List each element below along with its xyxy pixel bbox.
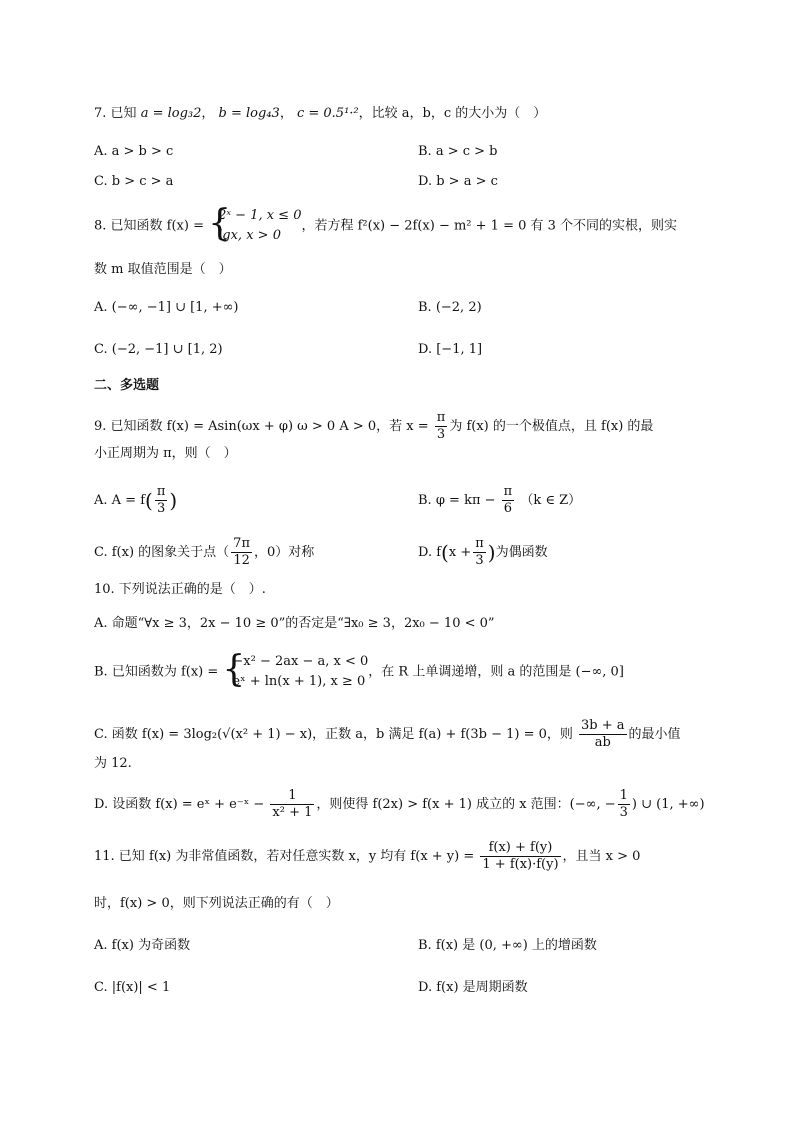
q11-stem-line2: 时，f(x) > 0，则下列说法正确的有（ ） bbox=[94, 896, 339, 911]
q10-opt-b-suffix: ，在 R 上单调递增，则 a 的范围是 (−∞, 0] bbox=[368, 664, 624, 680]
q9-option-d bbox=[418, 536, 548, 569]
q10-opt-c-den: ab bbox=[594, 735, 611, 750]
q10-opt-b-case-1: −x² − 2ax − a, x < 0 bbox=[232, 654, 369, 669]
q10-opt-d-suffix: ) ∪ (1, +∞) bbox=[631, 797, 705, 812]
q7-stem-prefix: 7. 已知 bbox=[94, 106, 137, 121]
q10-opt-d-frac bbox=[270, 788, 314, 821]
q9-frac-den: 3 bbox=[436, 427, 446, 442]
section-heading-multi-choice: 二、多选题 bbox=[94, 378, 160, 393]
q9-opt-a-den: 3 bbox=[156, 501, 166, 516]
q8-stem-prefix: 8. 已知函数 f(x) = bbox=[94, 218, 204, 234]
q9-option-c bbox=[94, 536, 314, 569]
q8-stem bbox=[94, 203, 700, 246]
q10-opt-d-den: x² + 1 bbox=[272, 805, 313, 820]
q9-opt-d-den: 3 bbox=[475, 553, 484, 568]
q10-option-d bbox=[94, 788, 705, 821]
q9-stem-line2: 小正周期为 π，则（ ） bbox=[94, 446, 237, 461]
q8-piecewise bbox=[208, 203, 302, 246]
q9-opt-b-num: π bbox=[503, 484, 513, 499]
q9-option-a bbox=[94, 484, 177, 517]
q9-opt-d-mid: x + bbox=[448, 545, 472, 560]
q9-opt-a-num: π bbox=[156, 484, 166, 499]
q9-frac bbox=[435, 410, 448, 443]
q9-opt-b-den: 6 bbox=[503, 501, 513, 516]
q10-option-a: A. 命题“∀x ≥ 3，2x − 10 ≥ 0”的否定是“∃x₀ ≥ 3，2x₀ − 10 < 0” bbox=[94, 616, 495, 631]
q8-case-1: 2ˣ − 1, x ≤ 0 bbox=[218, 208, 302, 223]
left-brace-glyph: { bbox=[208, 203, 232, 244]
q10-opt-c-frac bbox=[579, 718, 627, 751]
q8-stem-line2: 数 m 取值范围是（ ） bbox=[94, 262, 232, 277]
q10-opt-b-case-2: eˣ + ln(x + 1), x ≥ 0 bbox=[232, 674, 366, 689]
paren-close-glyph: ) bbox=[169, 488, 178, 513]
q8-stem-middle: ，若方程 f²(x) − 2f(x) − m² + 1 = 0 有 3 个不同的实根，则实 bbox=[301, 218, 678, 234]
q9-opt-c-prefix: C. f(x) 的图象关于点（ bbox=[94, 545, 230, 560]
q7-option-d: D. b > a > c bbox=[418, 174, 498, 189]
q8-option-a: A. (−∞, −1] ∪ [1, +∞) bbox=[94, 300, 239, 315]
q11-option-c: C. |f(x)| < 1 bbox=[94, 980, 171, 995]
q7-option-c: C. b > c > a bbox=[94, 174, 174, 189]
q10-opt-c-line2: 为 12. bbox=[94, 756, 132, 771]
q10-opt-d-num2: 1 bbox=[619, 788, 628, 803]
q9-opt-c-suffix: ，0）对称 bbox=[254, 545, 315, 560]
q11-option-a: A. f(x) 为奇函数 bbox=[94, 938, 191, 953]
q9-option-b bbox=[418, 484, 581, 517]
q11-option-d: D. f(x) 是周期函数 bbox=[418, 980, 528, 995]
q10-opt-c-prefix: C. 函数 f(x) = 3log₂(√(x² + 1) − x)，正数 a，b 满足 f(a) + f(3b − 1) = 0，则 bbox=[94, 727, 573, 742]
q11-option-b: B. f(x) 是 (0, +∞) 上的增函数 bbox=[418, 938, 597, 953]
q8-case-2: lgx, x > 0 bbox=[218, 228, 281, 243]
q9-opt-d-suffix: 为偶函数 bbox=[495, 545, 548, 560]
q7-b-def: b = log₄3 bbox=[218, 106, 280, 121]
q11-frac-num: f(x) + f(y) bbox=[480, 840, 560, 857]
q9-opt-a-prefix: A. A = f bbox=[94, 493, 146, 508]
q10-opt-b-piecewise bbox=[222, 649, 369, 692]
paren-open-glyph: ( bbox=[145, 488, 153, 513]
q9-opt-b-frac bbox=[502, 484, 515, 517]
q9-opt-d-frac bbox=[473, 536, 486, 569]
q11-frac bbox=[480, 840, 560, 873]
q9-opt-c-frac bbox=[231, 536, 252, 569]
left-brace-glyph: { bbox=[222, 649, 246, 690]
q8-option-d: D. [−1, 1] bbox=[418, 342, 483, 357]
q11-stem bbox=[94, 840, 700, 873]
q10-option-c bbox=[94, 718, 700, 751]
q11-stem-prefix: 11. 已知 f(x) 为非常值函数，若对任意实数 x，y 均有 f(x + y) = bbox=[94, 849, 475, 864]
q8-option-b: B. (−2, 2) bbox=[418, 300, 482, 315]
q9-opt-c-num: 7π bbox=[233, 536, 250, 551]
q10-opt-d-frac2 bbox=[618, 788, 630, 821]
q9-opt-c-den: 12 bbox=[233, 553, 250, 568]
q9-opt-d-prefix: D. f bbox=[418, 545, 442, 560]
q9-stem-prefix: 9. 已知函数 f(x) = Asin(ωx + φ) ω > 0 A > 0，若 x = bbox=[94, 419, 429, 434]
q10-opt-b-prefix: B. 已知函数为 f(x) = bbox=[94, 664, 219, 680]
paren-close-glyph: ) bbox=[487, 540, 496, 565]
q11-stem-suffix: ，且当 x > 0 bbox=[562, 849, 641, 864]
q8-option-c: C. (−2, −1] ∪ [1, 2) bbox=[94, 342, 223, 357]
q9-stem bbox=[94, 410, 700, 443]
q10-opt-d-den2: 3 bbox=[619, 805, 628, 820]
q9-opt-a-frac bbox=[155, 484, 168, 517]
q10-opt-d-mid: ，则使得 f(2x) > f(x + 1) 成立的 x 范围：(−∞, − bbox=[316, 797, 616, 812]
q7-c-def: c = 0.5¹·² bbox=[296, 106, 359, 121]
q9-frac-num: π bbox=[436, 410, 446, 425]
q9-stem-suffix: 为 f(x) 的一个极值点，且 f(x) 的最 bbox=[449, 419, 654, 434]
q7-stem: 7. 已知 a = log₃2， b = log₄3， c = 0.5¹·²，比较 a，b，c 的大小为（ ） bbox=[94, 106, 547, 121]
q11-frac-den: 1 + f(x)·f(y) bbox=[482, 857, 559, 872]
q9-opt-b-suffix: （k ∈ Z） bbox=[520, 493, 582, 508]
q7-option-a: A. a > b > c bbox=[94, 144, 174, 159]
q9-opt-b-prefix: B. φ = kπ − bbox=[418, 493, 496, 508]
q10-option-b bbox=[94, 649, 700, 692]
q10-opt-c-suffix: 的最小值 bbox=[628, 727, 681, 742]
q7-option-b: B. a > c > b bbox=[418, 144, 498, 159]
q10-stem: 10. 下列说法正确的是（ ）. bbox=[94, 582, 266, 597]
q7-stem-suffix: ，比较 a，b，c 的大小为（ ） bbox=[358, 106, 547, 121]
q9-opt-d-num: π bbox=[475, 536, 484, 551]
q7-a-def: a = log₃2 bbox=[140, 106, 202, 121]
q10-opt-d-num: 1 bbox=[270, 788, 314, 805]
q10-opt-d-prefix: D. 设函数 f(x) = eˣ + e⁻ˣ − bbox=[94, 797, 265, 812]
q10-opt-c-num: 3b + a bbox=[581, 718, 625, 733]
paren-open-glyph: ( bbox=[441, 540, 449, 565]
